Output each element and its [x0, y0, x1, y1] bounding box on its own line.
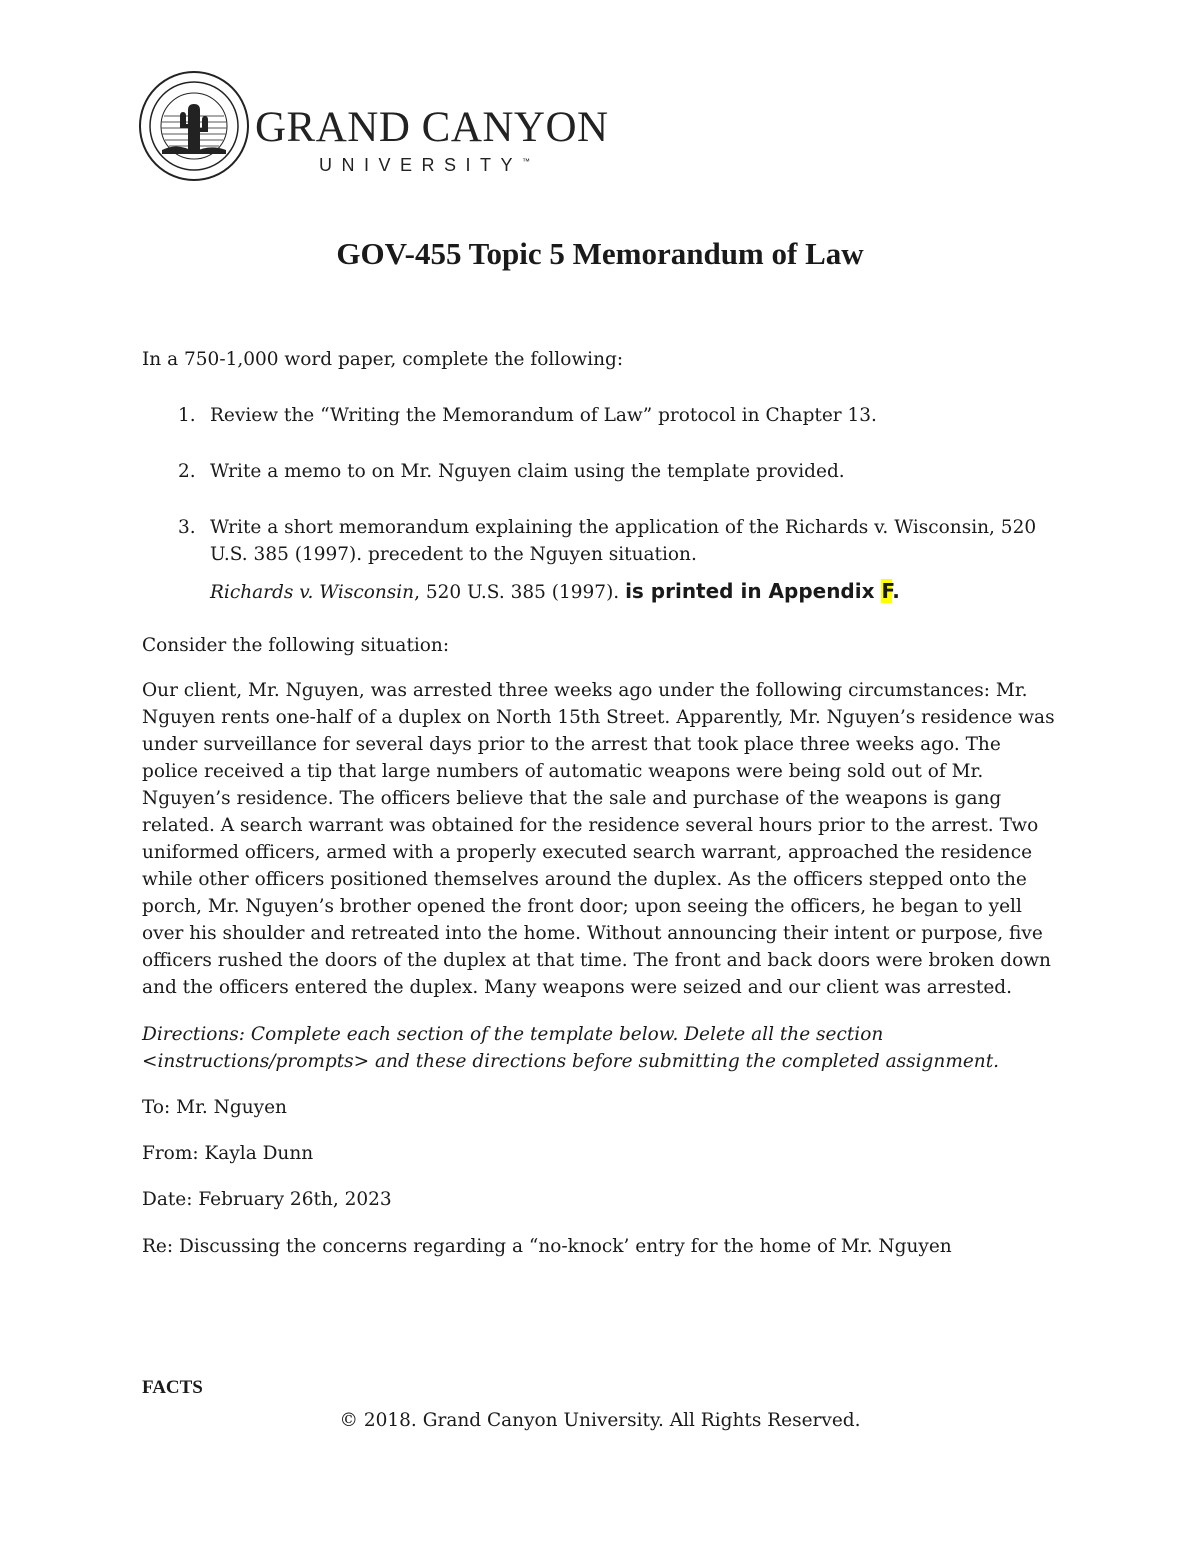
list-text: Review the “Writing the Memorandum of Law” protocol in Chapter 13.	[210, 405, 877, 426]
case-citation	[142, 578, 1062, 606]
memo-to: To: Mr. Nguyen	[142, 1097, 287, 1118]
memo-re: Re: Discussing the concerns regarding a “no-knock’ entry for the home of Mr. Nguyen	[142, 1236, 952, 1257]
university-seal-icon	[138, 70, 250, 182]
list-text: Write a short memorandum explaining the application of the Richards v. Wisconsin, 520 U.S. 385 (1997). precedent to the Nguyen situation.	[210, 517, 1037, 565]
wordmark-name: GRAND CANYON	[255, 104, 609, 151]
university-logo	[138, 70, 618, 182]
wordmark	[255, 106, 609, 176]
wordmark-subtitle: UNIVERSITY™	[319, 155, 531, 175]
list-text: Write a memo to on Mr. Nguyen claim using the template provided.	[210, 461, 845, 482]
facts-heading: FACTS	[142, 1377, 203, 1398]
list-number: 3.	[178, 517, 196, 538]
appendix-note: is printed in Appendix F.	[625, 579, 900, 603]
case-reference: , 520 U.S. 385 (1997).	[414, 582, 626, 603]
memo-date: Date: February 26th, 2023	[142, 1189, 392, 1210]
highlighted-letter: F	[881, 579, 893, 603]
copyright-footer: © 2018. Grand Canyon University. All Rights Reserved.	[339, 1410, 861, 1431]
list-item	[142, 458, 1062, 485]
situation-paragraph: Our client, Mr. Nguyen, was arrested three weeks ago under the following circumstances: Mr. Nguyen rents one-half of a duplex on North 15th Street. Apparently, Mr. Nguyen’s residence was under surveillance for several days prior to the arrest that took place three weeks ago. The police received a tip that large numbers of automatic weapons were being sold out of Mr. Nguyen’s residence. The officers believe that the sale and purchase of the weapons is gang related. A search warrant was obtained for the residence several hours prior to the arrest. Two uniformed officers, armed with a properly executed search warrant, approached the residence while other officers positioned themselves around the duplex. As the officers stepped onto the porch, Mr. Nguyen’s brother opened the front door; upon seeing the officers, he began to yell over his shoulder and retreated into the home. Without announcing their intent or purpose, five officers rushed the doors of the duplex at that time. The front and back doors were broken down and the officers entered the duplex. Many weapons were seized and our client was arrested.	[142, 680, 1055, 998]
consider-text: Consider the following situation:	[142, 635, 450, 656]
list-item	[142, 402, 1062, 429]
memo-from: From: Kayla Dunn	[142, 1143, 314, 1164]
list-number: 2.	[178, 461, 196, 482]
list-item	[142, 514, 1062, 568]
case-name: Richards v. Wisconsin	[210, 582, 415, 603]
directions-text: Directions: Complete each section of the template below. Delete all the section <instructions/prompts> and these directions before submitting the completed assignment.	[142, 1024, 1000, 1072]
page-title: GOV-455 Topic 5 Memorandum of Law	[336, 236, 864, 271]
intro-text: In a 750-1,000 word paper, complete the following:	[142, 349, 624, 370]
list-number: 1.	[178, 405, 196, 426]
instruction-list	[142, 402, 1062, 606]
